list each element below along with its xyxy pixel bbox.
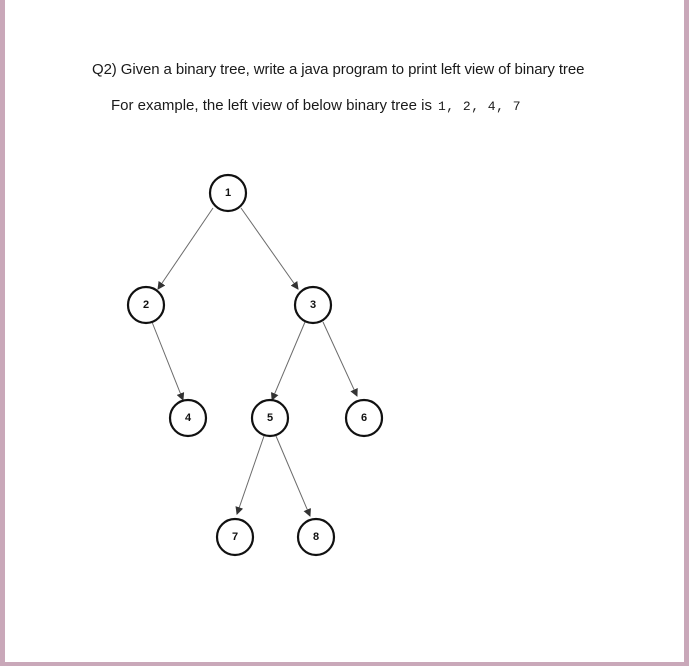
tree-node-3 — [295, 287, 331, 323]
tree-node-label: 5 — [266, 412, 274, 424]
tree-node-7 — [217, 519, 253, 555]
tree-node-label: 7 — [231, 531, 239, 543]
example-answer: 1, 2, 4, 7 — [437, 99, 521, 114]
edge-1-2 — [158, 208, 213, 289]
tree-node-label: 4 — [184, 412, 192, 424]
edge-1-3 — [241, 208, 298, 289]
tree-node-label: 2 — [142, 299, 150, 311]
tree-edges — [152, 208, 357, 516]
tree-node-5 — [252, 400, 288, 436]
tree-node-label: 8 — [312, 531, 320, 543]
tree-node-6 — [346, 400, 382, 436]
tree-node-label: 3 — [309, 299, 317, 311]
question-text: Q2) Given a binary tree, write a java program to print left view of binary tree — [92, 61, 585, 78]
tree-node-2 — [128, 287, 164, 323]
tree-node-label: 1 — [224, 187, 232, 199]
edge-2-4 — [152, 322, 183, 400]
tree-nodes — [128, 175, 382, 555]
example-intro: For example, the left view of below binary tree is — [111, 97, 432, 114]
edge-3-6 — [323, 322, 357, 396]
edge-5-8 — [276, 436, 310, 516]
tree-node-label: 6 — [360, 412, 368, 424]
tree-node-4 — [170, 400, 206, 436]
tree-node-1 — [210, 175, 246, 211]
edge-3-5 — [272, 322, 305, 400]
tree-node-8 — [298, 519, 334, 555]
edge-5-7 — [237, 436, 264, 514]
